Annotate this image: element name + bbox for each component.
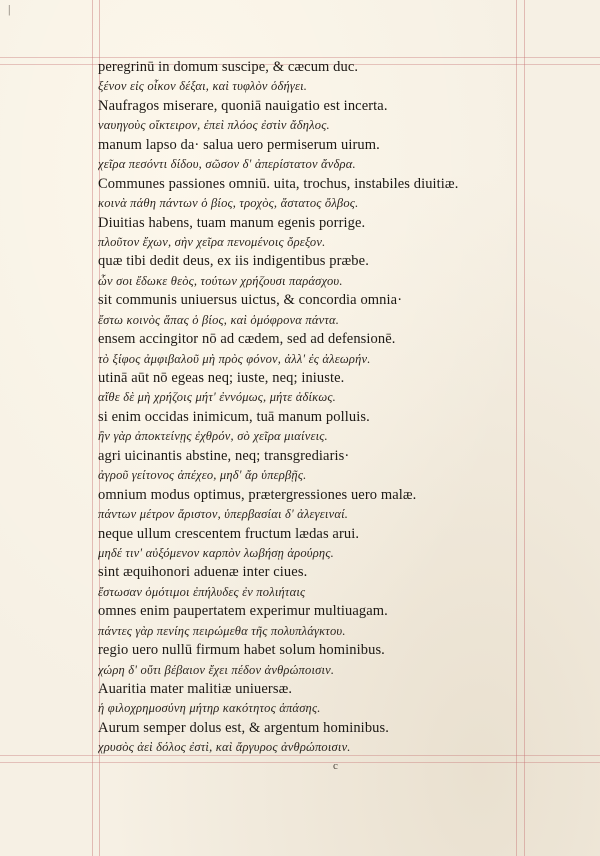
latin-line: neque ullum crescentem fructum lædas arui. (98, 525, 360, 542)
greek-line: χώρη δ' οὔτι βέβαιον ἔχει πέδον ἀνθρώποισιν. (98, 662, 335, 677)
greek-line: τὸ ξίφος ἀμφιβαλοῦ μὴ πρὸς φόνον, ἀλλ' ἐς ἀλεωρήν. (98, 351, 371, 366)
latin-line: omnium modus optimus, prætergressiones uero malæ. (98, 486, 417, 503)
left-rule-outer (92, 0, 93, 856)
latin-line: ensem accingitor nō ad cædem, sed ad defensionē. (98, 331, 396, 348)
corner-mark: | (8, 2, 11, 16)
greek-line: μηδέ τιν' αὐξόμενον καρπὸν λωβήσῃ ἀρούρης. (98, 545, 334, 560)
latin-line: omnes enim paupertatem experimur multiuagam. (98, 603, 388, 620)
latin-line: Communes passiones omniū. uita, trochus, instabiles diuitiæ. (98, 175, 459, 192)
latin-line: manum lapso da· salua uero permiserum uirum. (98, 136, 380, 153)
greek-line: κοινὰ πάθη πάντων ὁ βίος, τροχὸς, ἄστατος ὄλβος. (98, 196, 359, 211)
greek-line: αἴθε δὲ μὴ χρήζοις μήτ' ἐννόμως, μήτε ἀδίκως. (98, 390, 336, 405)
latin-line: quæ tibi dedit deus, ex iis indigentibus præbe. (98, 253, 369, 270)
interlinear-text (98, 58, 538, 758)
greek-line: χρυσὸς ἀεὶ δόλος ἐστὶ, καὶ ἄργυρος ἀνθρώποισιν. (98, 740, 351, 755)
greek-line: ἔστωσαν ὁμότιμοι ἐπήλυδες ἐν πολιήταις (98, 584, 306, 599)
latin-line: Aurum semper dolus est, & argentum hominibus. (98, 719, 389, 736)
latin-line: sit communis uniuersus uictus, & concordia omnia· (98, 292, 403, 309)
latin-line: Diuitias habens, tuam manum egenis porrige. (98, 214, 366, 231)
greek-line: πάντες γὰρ πενίης πειρώμεθα τῆς πολυπλάγκτου. (98, 623, 346, 638)
latin-line: agri uicinantis abstine, neq; transgrediaris· (98, 447, 350, 464)
greek-line: ἔστω κοινὸς ἅπας ὁ βίος, καὶ ὁμόφρονα πάντα. (98, 312, 340, 327)
greek-line: ἢν γὰρ ἀποκτείνῃς ἐχθρόν, σὸ χεῖρα μιαίνεις. (98, 429, 328, 444)
greek-line: ξένον εἰς οἶκον δέξαι, καὶ τυφλὸν ὁδήγει. (98, 79, 308, 94)
bottom-rule-outer (0, 762, 600, 763)
greek-line: πλοῦτον ἔχων, σὴν χεῖρα πενομένοις ὄρεξον. (98, 234, 326, 249)
greek-line: πάντων μέτρον ἄριστον, ὑπερβασίαι δ' ἀλεγειναί. (98, 507, 349, 522)
latin-line: Auaritia mater malitiæ uniuersæ. (98, 681, 293, 697)
greek-line: ἀγροῦ γείτονος ἀπέχεο, μηδ' ἄρ ὑπερβῇς. (98, 468, 307, 483)
greek-line: χεῖρα πεσόντι δίδου, σῶσον δ' ἀπερίστατον ἄνδρα. (98, 157, 356, 172)
latin-line: sint æquihonori aduenæ inter ciues. (98, 564, 308, 581)
latin-line: utinā aūt nō egeas neq; iuste, neq; iniuste. (98, 370, 345, 386)
signature-mark: c (333, 760, 338, 772)
latin-line: Naufragos miserare, quoniā nauigatio est incerta. (98, 97, 388, 114)
latin-line: regio uero nullū firmum habet solum hominibus. (98, 642, 385, 659)
greek-line: ἡ φιλοχρημοσύνη μήτηρ κακότητος ἁπάσης. (98, 701, 321, 716)
latin-line: peregrinū in domum suscipe, & cæcum duc. (98, 59, 359, 75)
latin-line: si enim occidas inimicum, tuā manum polluis. (98, 408, 370, 425)
greek-line: ναυηγοὺς οἴκτειρον, ἐπεὶ πλόος ἐστὶν ἄδηλος. (98, 118, 330, 133)
greek-line: ὧν σοι ἔδωκε θεὸς, τούτων χρήζουσι παράσχου. (98, 273, 343, 288)
